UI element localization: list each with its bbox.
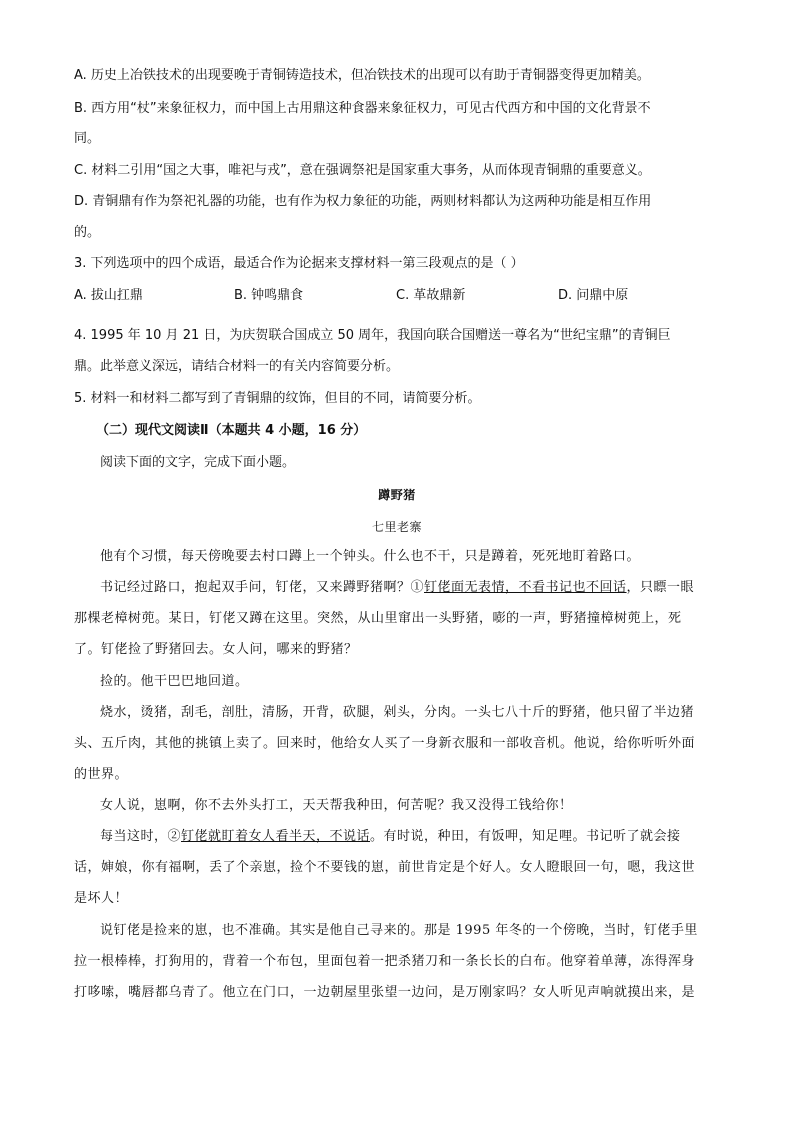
story-paragraph-6-line3: 是坏人！ bbox=[74, 891, 129, 906]
story-paragraph-2-line2: 那棵老樟树蔸。某日，钉佬又蹲在这里。突然，从山里窜出一头野猪，嘭的一声，野猪撞樟树蔸上，死 bbox=[74, 611, 682, 626]
story-paragraph-2-line3: 了。钉佬捡了野猪回去。女人问，哪来的野猪？ bbox=[74, 642, 358, 657]
option-d-prev-line2: 的。 bbox=[74, 225, 101, 240]
p6-text-b: 。有时说，种田，有饭呷，知足哩。书记听了就会接 bbox=[370, 829, 681, 844]
section-instruction: 阅读下面的文字，完成下面小题。 bbox=[100, 455, 296, 470]
underlined-sentence-2: 钉佬就盯着女人看半天，不说话 bbox=[181, 829, 371, 844]
story-paragraph-7-line1: 说钉佬是捡来的崽，也不准确。其实是他自己寻来的。那是 1995 年冬的一个傍晚，当时，钉佬手里 bbox=[100, 923, 698, 938]
section-heading: （二）现代文阅读Ⅱ（本题共 4 小题，16 分） bbox=[96, 423, 367, 438]
question-4-line1: 4. 1995 年 10 月 21 日，为庆贺联合国成立 50 周年，我国向联合国赠送一尊名为“世纪宝鼎”的青铜巨 bbox=[74, 328, 671, 343]
option-c-prev: C. 材料二引用“国之大事，唯祀与戎”，意在强调祭祀是国家重大事务，从而体现青铜鼎的重要意义。 bbox=[74, 163, 651, 178]
q3-option-c: C. 革故鼎新 bbox=[396, 288, 466, 303]
underlined-sentence-1: 钉佬面无表情，不看书记也不回话 bbox=[424, 580, 627, 595]
p2-text-a: 书记经过路口，抱起双手问，钉佬，又来蹲野猪啊？① bbox=[100, 580, 425, 595]
option-d-prev-line1: D. 青铜鼎有作为祭祀礼器的功能，也有作为权力象征的功能，两则材料都认为这两种功能是相互作用 bbox=[74, 194, 652, 209]
option-b-prev-line1: B. 西方用“杖”来象征权力，而中国上古用鼎这种食器来象征权力，可见古代西方和中国的文化背景不 bbox=[74, 101, 651, 116]
story-paragraph-6-line1 bbox=[100, 828, 681, 846]
story-author: 七里老寨 bbox=[371, 520, 422, 534]
story-paragraph-4-line1: 烧水，烫猪，刮毛，剖肚，清肠，开背，砍腿，剁头，分肉。一头七八十斤的野猪，他只留了半边猪 bbox=[100, 705, 695, 720]
story-paragraph-4-line3: 的世界。 bbox=[74, 767, 129, 782]
q3-option-d: D. 问鼎中原 bbox=[558, 288, 629, 303]
story-title: 蹲野猪 bbox=[378, 488, 416, 502]
story-paragraph-4-line2: 头、五斤肉，其他的挑镇上卖了。回来时，他给女人买了一身新衣服和一部收音机。他说，给你听听外面 bbox=[74, 736, 696, 751]
question-3-stem: 3. 下列选项中的四个成语，最适合作为论据来支撑材料一第三段观点的是（ ） bbox=[74, 256, 524, 271]
q3-option-b: B. 钟鸣鼎食 bbox=[234, 288, 304, 303]
question-5: 5. 材料一和材料二都写到了青铜鼎的纹饰，但目的不同，请简要分析。 bbox=[74, 391, 481, 406]
story-paragraph-5: 女人说，崽啊，你不去外头打工，天天帮我种田，何苦呢？我又没得工钱给你！ bbox=[100, 798, 573, 813]
q3-option-a: A. 拔山扛鼎 bbox=[74, 288, 143, 303]
story-paragraph-1: 他有个习惯，每天傍晚要去村口蹲上一个钟头。什么也不干，只是蹲着，死死地盯着路口。 bbox=[100, 549, 641, 564]
story-paragraph-2-line1 bbox=[100, 579, 694, 597]
story-paragraph-6-line2: 话，婶娘，你有福啊，丢了个亲崽，捡个不要钱的崽，前世肯定是个好人。女人瞪眼回一句，嗯，我这世 bbox=[74, 860, 696, 875]
option-b-prev-line2: 同。 bbox=[74, 131, 101, 146]
story-paragraph-3: 捡的。他干巴巴地回道。 bbox=[100, 674, 249, 689]
option-a-prev: A. 历史上冶铁技术的出现要晚于青铜铸造技术，但冶铁技术的出现可以有助于青铜器变得更加精美。 bbox=[74, 68, 650, 83]
p2-text-b: ，只瞟一眼 bbox=[626, 580, 695, 595]
question-4-line2: 鼎。此举意义深远，请结合材料一的有关内容简要分析。 bbox=[74, 359, 400, 374]
story-paragraph-7-line2: 拉一根棒棒，打狗用的，背着一个布包，里面包着一把杀猪刀和一条长长的白布。他穿着单薄，冻得浑身 bbox=[74, 954, 696, 969]
story-paragraph-7-line3: 打哆嗦，嘴唇都乌青了。他立在门口，一边朝屋里张望一边问，是万刚家吗？女人听见声响就摸出来，是 bbox=[74, 985, 696, 1000]
p6-text-a: 每当这时，② bbox=[100, 829, 182, 844]
